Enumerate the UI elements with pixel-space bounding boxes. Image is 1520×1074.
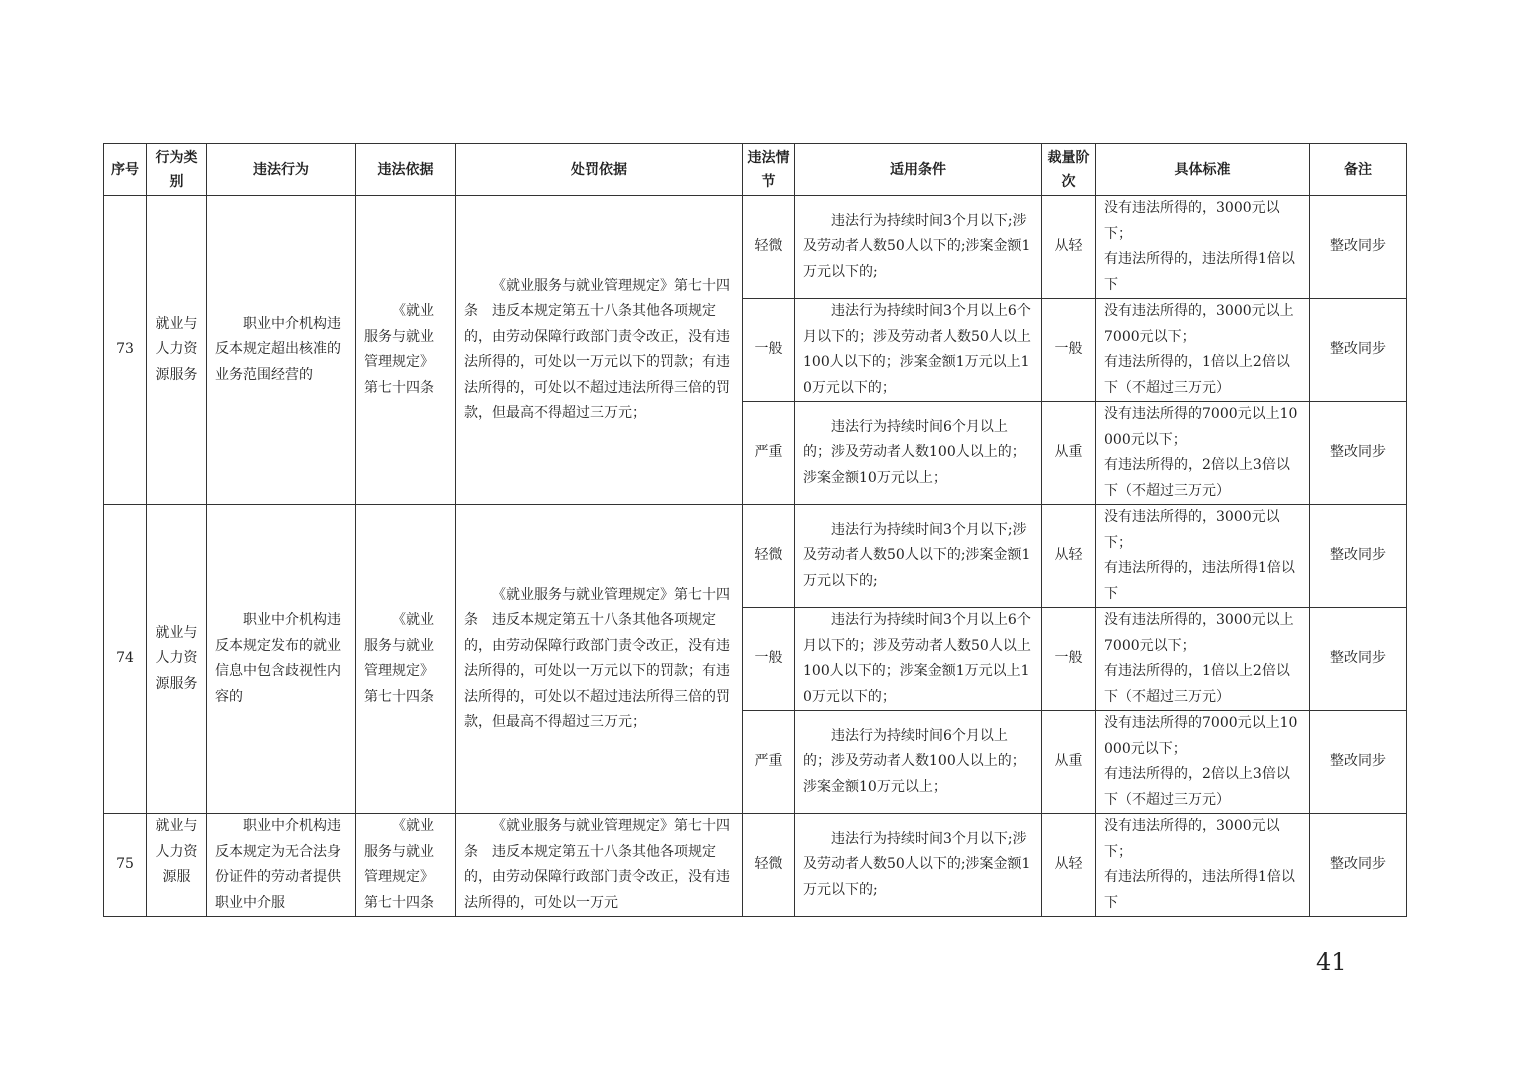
circumstance-cell: 一般 bbox=[743, 608, 795, 711]
standard-cell bbox=[1096, 402, 1310, 505]
penalty-basis-text: 《就业服务与就业管理规定》第七十四条 违反本规定第五十八条其他各项规定的，由劳动保障行政部门责令改正，没有违法所得的，可处以一万元 bbox=[464, 818, 730, 911]
header-basis: 违法依据 bbox=[356, 144, 456, 196]
penalty-basis-cell: 《就业服务与就业管理规定》第七十四条 违反本规定第五十八条其他各项规定的，由劳动保障行政部门责令改正，没有违法所得的，可处以一万元以下的罚款；有违法所得的，可处以不超过违法所得三倍的罚款，但最高不得超过三万元； bbox=[456, 505, 743, 814]
remark-cell: 整改同步 bbox=[1310, 402, 1407, 505]
standard-line: 没有违法所得的7000元以上10000元以下； bbox=[1104, 715, 1298, 757]
level-cell: 一般 bbox=[1042, 608, 1096, 711]
basis-text: 《就业服务与就业管理规定》第七十四条 bbox=[364, 818, 434, 911]
standard-line: 没有违法所得的，3000元以上7000元以下； bbox=[1104, 612, 1294, 654]
standard-line: 没有违法所得的，3000元以上7000元以下； bbox=[1104, 303, 1294, 345]
standard-line: 没有违法所得的，3000元以下； bbox=[1104, 200, 1280, 242]
basis-cell: 《就业服务与就业管理规定》第七十四条 bbox=[356, 505, 456, 814]
behavior-cell: 职业中介机构违反本规定超出核准的业务范围经营的 bbox=[207, 196, 356, 505]
circumstance-cell: 一般 bbox=[743, 299, 795, 402]
level-cell: 从轻 bbox=[1042, 814, 1096, 917]
category-text: 就业与人力资源服 bbox=[155, 818, 198, 885]
header-level: 裁量阶次 bbox=[1042, 144, 1096, 196]
header-behavior: 违法行为 bbox=[207, 144, 356, 196]
conditions-cell: 违法行为持续时间3个月以下;涉及劳动者人数50人以下的;涉案金额1万元以下的; bbox=[795, 196, 1042, 299]
conditions-cell: 违法行为持续时间3个月以下;涉及劳动者人数50人以下的;涉案金额1万元以下的; bbox=[795, 505, 1042, 608]
header-conditions: 适用条件 bbox=[795, 144, 1042, 196]
table-row bbox=[104, 505, 1407, 608]
seq-cell: 73 bbox=[104, 196, 147, 505]
penalty-standards-table bbox=[103, 143, 1407, 917]
remark-cell: 整改同步 bbox=[1310, 814, 1407, 917]
header-circumstance: 违法情节 bbox=[743, 144, 795, 196]
remark-cell: 整改同步 bbox=[1310, 299, 1407, 402]
header-seq: 序号 bbox=[104, 144, 147, 196]
standard-line: 没有违法所得的，3000元以下； bbox=[1104, 509, 1280, 551]
circumstance-cell: 轻微 bbox=[743, 814, 795, 917]
level-cell: 从重 bbox=[1042, 402, 1096, 505]
standard-line: 有违法所得的，违法所得1倍以下 bbox=[1104, 869, 1295, 911]
standard-line: 有违法所得的，1倍以上2倍以下（不超过三万元） bbox=[1104, 663, 1290, 705]
standard-line: 有违法所得的，2倍以上3倍以下（不超过三万元） bbox=[1104, 766, 1290, 808]
circumstance-cell: 严重 bbox=[743, 711, 795, 814]
basis-cell bbox=[356, 814, 456, 917]
header-category: 行为类别 bbox=[147, 144, 207, 196]
category-cell bbox=[147, 814, 207, 917]
remark-cell: 整改同步 bbox=[1310, 196, 1407, 299]
conditions-cell: 违法行为持续时间3个月以上6个月以下的；涉及劳动者人数50人以上100人以下的；涉案金额1万元以上10万元以下的； bbox=[795, 299, 1042, 402]
standard-line: 有违法所得的，违法所得1倍以下 bbox=[1104, 560, 1295, 602]
standard-cell bbox=[1096, 505, 1310, 608]
standard-line: 有违法所得的，违法所得1倍以下 bbox=[1104, 251, 1295, 293]
standard-line: 没有违法所得的7000元以上10000元以下； bbox=[1104, 406, 1298, 448]
remark-cell: 整改同步 bbox=[1310, 608, 1407, 711]
conditions-cell: 违法行为持续时间3个月以上6个月以下的；涉及劳动者人数50人以上100人以下的；涉案金额1万元以上10万元以下的； bbox=[795, 608, 1042, 711]
category-cell: 就业与人力资源服务 bbox=[147, 505, 207, 814]
level-cell: 一般 bbox=[1042, 299, 1096, 402]
behavior-cell bbox=[207, 814, 356, 917]
table-row bbox=[104, 196, 1407, 299]
circumstance-cell: 严重 bbox=[743, 402, 795, 505]
conditions-cell: 违法行为持续时间6个月以上的；涉及劳动者人数100人以上的；涉案金额10万元以上； bbox=[795, 711, 1042, 814]
table-row bbox=[104, 814, 1407, 917]
remark-cell: 整改同步 bbox=[1310, 711, 1407, 814]
basis-cell: 《就业服务与就业管理规定》第七十四条 bbox=[356, 196, 456, 505]
standard-cell bbox=[1096, 299, 1310, 402]
penalty-basis-cell bbox=[456, 814, 743, 917]
header-standard: 具体标准 bbox=[1096, 144, 1310, 196]
behavior-text: 职业中介机构违反本规定为无合法身份证件的劳动者提供职业中介服 bbox=[215, 818, 341, 911]
header-remark: 备注 bbox=[1310, 144, 1407, 196]
header-row bbox=[104, 144, 1407, 196]
penalty-basis-cell: 《就业服务与就业管理规定》第七十四条 违反本规定第五十八条其他各项规定的，由劳动保障行政部门责令改正，没有违法所得的，可处以一万元以下的罚款；有违法所得的，可处以不超过违法所得三倍的罚款，但最高不得超过三万元； bbox=[456, 196, 743, 505]
header-penalty-basis: 处罚依据 bbox=[456, 144, 743, 196]
remark-cell: 整改同步 bbox=[1310, 505, 1407, 608]
page-number: 41 bbox=[1316, 948, 1347, 976]
standard-cell bbox=[1096, 814, 1310, 917]
circumstance-cell: 轻微 bbox=[743, 505, 795, 608]
conditions-cell: 违法行为持续时间3个月以下;涉及劳动者人数50人以下的;涉案金额1万元以下的; bbox=[795, 814, 1042, 917]
level-cell: 从轻 bbox=[1042, 505, 1096, 608]
standard-line: 没有违法所得的，3000元以下； bbox=[1104, 818, 1280, 860]
standard-line: 有违法所得的，2倍以上3倍以下（不超过三万元） bbox=[1104, 457, 1290, 499]
behavior-cell: 职业中介机构违反本规定发布的就业信息中包含歧视性内容的 bbox=[207, 505, 356, 814]
standard-cell bbox=[1096, 711, 1310, 814]
level-cell: 从轻 bbox=[1042, 196, 1096, 299]
seq-cell: 75 bbox=[104, 814, 147, 917]
level-cell: 从重 bbox=[1042, 711, 1096, 814]
conditions-cell: 违法行为持续时间6个月以上的；涉及劳动者人数100人以上的；涉案金额10万元以上； bbox=[795, 402, 1042, 505]
standard-line: 有违法所得的，1倍以上2倍以下（不超过三万元） bbox=[1104, 354, 1290, 396]
standard-cell bbox=[1096, 196, 1310, 299]
category-cell: 就业与人力资源服务 bbox=[147, 196, 207, 505]
seq-cell: 74 bbox=[104, 505, 147, 814]
circumstance-cell: 轻微 bbox=[743, 196, 795, 299]
standard-cell bbox=[1096, 608, 1310, 711]
